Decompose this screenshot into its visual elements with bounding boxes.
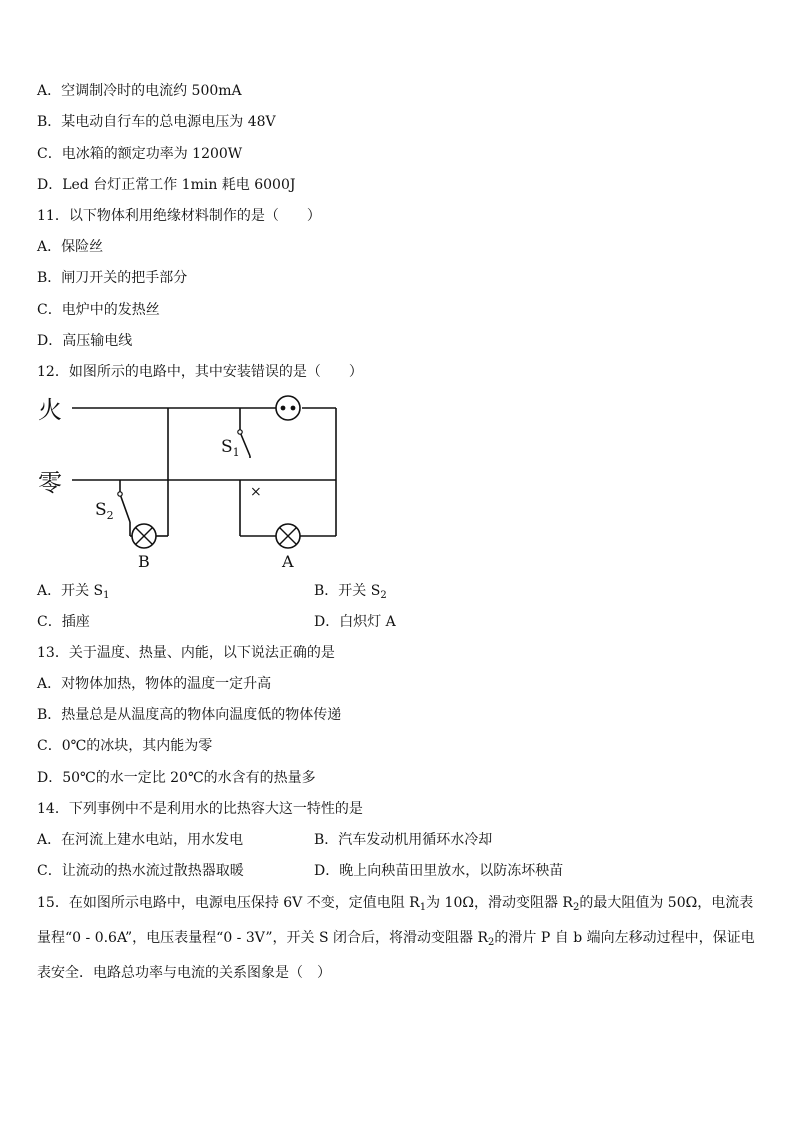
q10-option-c: C．电冰箱的额定功率为 1200W [37,146,243,162]
cross-mark: × [250,484,262,500]
q11-option-a: A．保险丝 [37,239,104,255]
q14-option-c: C．让流动的热水流过散热器取暖 [37,863,244,879]
q12-stem: 12．如图所示的电路中，其中安装错误的是（ ） [37,364,363,380]
q13-option-b: B．热量总是从温度高的物体向温度低的物体传递 [37,707,342,723]
q13-stem: 13．关于温度、热量、内能，以下说法正确的是 [37,645,335,661]
q12-circuit-diagram [30,390,350,575]
socket-icon [276,396,300,420]
q14-option-d: D．晚上向秧苗田里放水，以防冻坏秧苗 [314,863,564,879]
label-lamp-a: A [282,552,294,571]
q14-stem: 14．下列事例中不是利用水的比热容大这一特性的是 [37,801,363,817]
q10-option-a: A．空调制冷时的电流约 500mA [37,83,242,99]
q13-option-d: D．50℃的水一定比 20℃的水含有的热量多 [37,770,316,786]
lamp-a-icon [276,524,300,548]
q12-option-b: B．开关 $S_2$ [314,583,387,601]
label-s2: $S_2$ [95,500,114,522]
q11-stem: 11．以下物体利用绝缘材料制作的是（ ） [37,208,321,224]
s2-blade [120,494,130,522]
q10-option-d: D．Led 台灯正常工作 1min 耗电 6000J [37,177,296,193]
label-s1: $S_1$ [221,437,240,459]
s1-contact-dot [238,430,242,434]
q12-option-d: D．白炽灯 A [314,614,396,630]
s2-contact-dot [118,492,122,496]
s1-blade [240,432,250,456]
q11-option-b: B．闸刀开关的把手部分 [37,270,188,286]
q13-option-c: C．0℃的冰块，其内能为零 [37,738,213,754]
q11-option-c: C．电炉中的发热丝 [37,302,160,318]
q15-stem: 15．在如图所示电路中，电源电压保持 6V 不变，定值电阻 $R_1$为 10Ω，滑动变阻器 $R_2$的最大阻值为 50Ω，电流表量程“0 - 0.6A”，电压表量程“0 - 3V”，开关 S 闭合后，将滑动变阻器 $R_2$的滑片 P 自 b 端向左移动过程中，保证电表安全．电路总功率与电流的关系图象是（ ） [37,895,755,981]
q14-option-a: A．在河流上建水电站，用水发电 [37,832,244,848]
q11-option-d: D．高压输电线 [37,333,133,349]
lamp-b-icon [132,524,156,548]
q12-option-a: A．开关 $S_1$ [37,583,110,601]
q10-option-b: B．某电动自行车的总电源电压为 48V [37,114,276,130]
q13-option-a: A．对物体加热，物体的温度一定升高 [37,676,272,692]
label-lamp-b: B [138,552,150,571]
label-live: 火 [38,396,62,424]
q12-option-c: C．插座 [37,614,90,630]
label-neutral: 零 [38,469,62,497]
q14-option-b: B．汽车发动机用循环水冷却 [314,832,493,848]
